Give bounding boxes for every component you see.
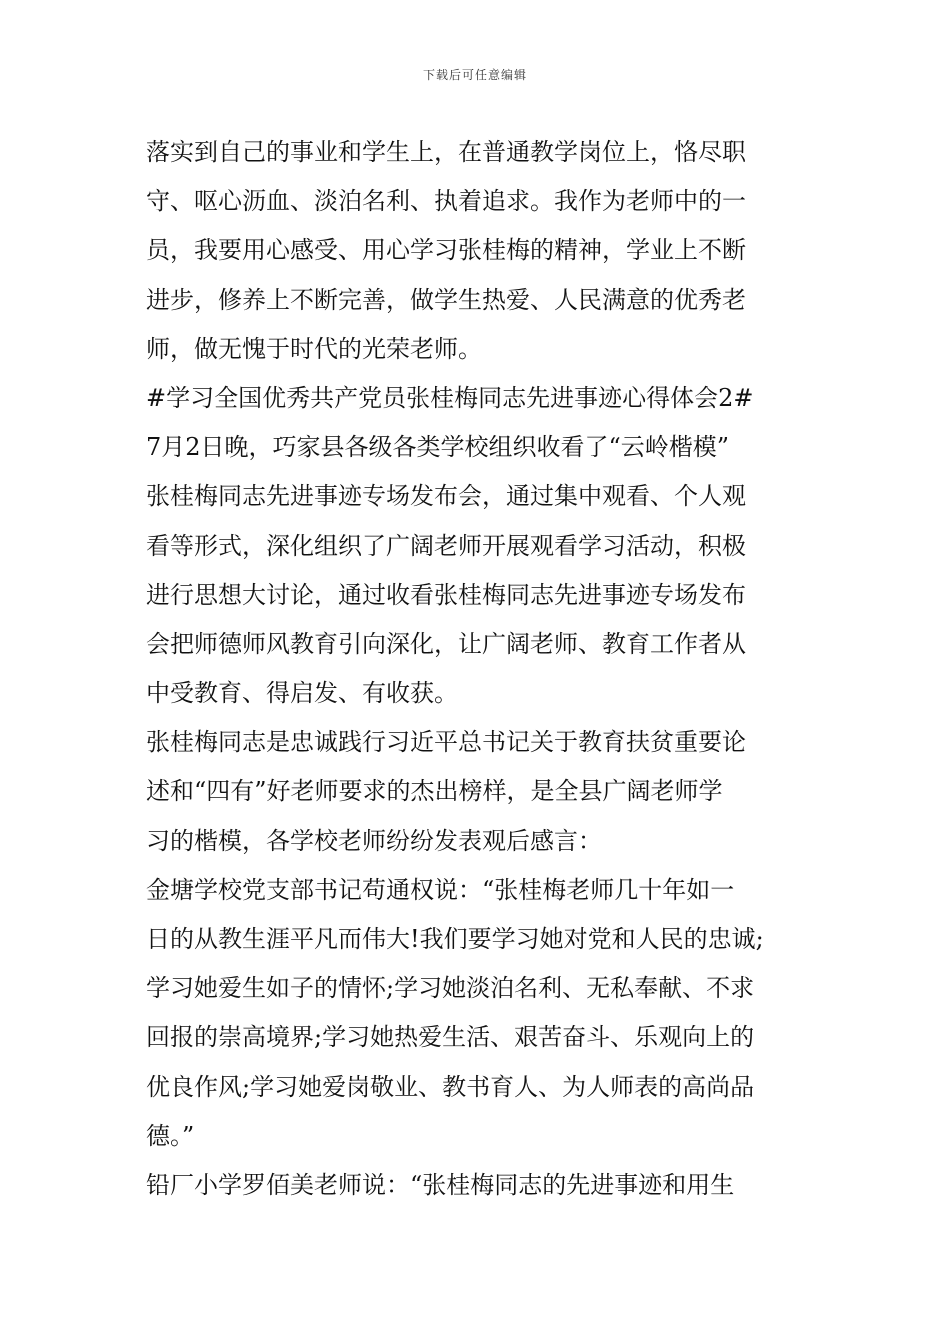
body-line: 日的从教生涯平凡而伟大!我们要学习她对党和人民的忠诚; — [146, 925, 764, 953]
body-line: 回报的崇高境界;学习她热爱生活、艰苦奋斗、乐观向上的 — [146, 1023, 755, 1052]
body-line: 中受教育、得启发、有收获。 — [146, 679, 458, 708]
body-line: 述和“四有”好老师要求的杰出榜样，是全县广阔老师学 — [146, 777, 723, 806]
body-line: 会把师德师风教育引向深化，让广阔老师、教育工作者从 — [146, 629, 746, 658]
body-line: 习的楷模，各学校老师纷纷发表观后感言： — [146, 826, 602, 855]
body-line: 优良作风;学习她爱岗敬业、教书育人、为人师表的高尚品 — [146, 1072, 755, 1101]
section-heading: #学习全国优秀共产党员张桂梅同志先进事迹心得体会2# — [146, 383, 754, 412]
body-line: 进步，修养上不断完善，做学生热爱、人民满意的优秀老 — [146, 285, 746, 314]
body-line: 学习她爱生如子的情怀;学习她淡泊名利、无私奉献、不求 — [146, 974, 755, 1003]
body-line: 员，我要用心感受、用心学习张桂梅的精神，学业上不断 — [146, 236, 746, 265]
body-line: 守、呕心沥血、淡泊名利、执着追求。我作为老师中的一 — [146, 187, 746, 216]
document-body — [146, 128, 826, 1210]
body-line: 张桂梅同志是忠诚践行习近平总书记关于教育扶贫重要论 — [146, 728, 746, 757]
body-line: 德。” — [146, 1121, 195, 1150]
body-line: 7月2日晚，巧家县各级各类学校组织收看了“云岭楷模” — [146, 433, 730, 462]
body-line: 看等形式，深化组织了广阔老师开展观看学习活动，积极 — [146, 531, 746, 560]
header-note: 下载后可任意编辑 — [422, 68, 527, 82]
body-line: 进行思想大讨论，通过收看张桂梅同志先进事迹专场发布 — [146, 580, 746, 609]
body-line: 落实到自己的事业和学生上，在普通教学岗位上，恪尽职 — [146, 138, 746, 166]
body-line: 铅厂小学罗佰美老师说：“张桂梅同志的先进事迹和用生 — [146, 1170, 735, 1199]
body-line: 张桂梅同志先进事迹专场发布会，通过集中观看、个人观 — [146, 482, 746, 511]
body-line: 师，做无愧于时代的光荣老师。 — [146, 334, 482, 363]
body-line: 金塘学校党支部书记苟通权说：“张桂梅老师几十年如一 — [146, 875, 735, 904]
